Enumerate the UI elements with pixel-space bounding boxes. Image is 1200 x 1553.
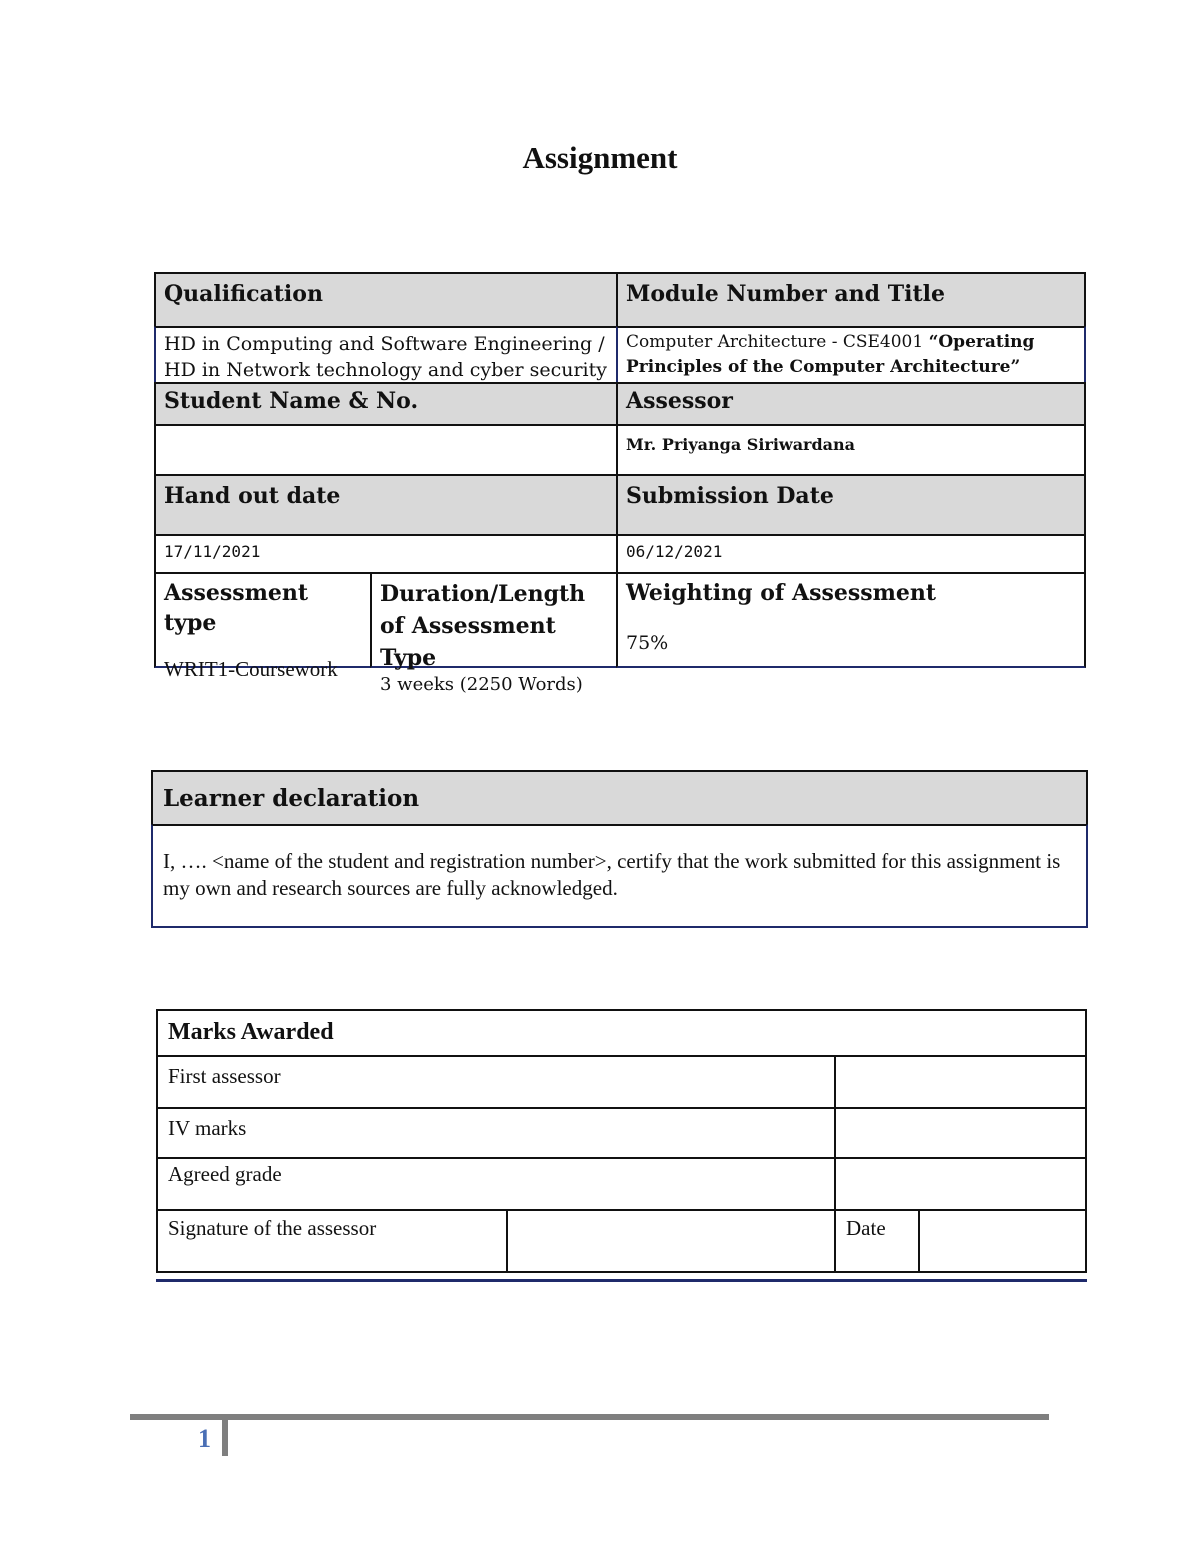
student-value [154, 424, 618, 476]
declaration-header: Learner declaration [151, 770, 1088, 826]
assessor-value: Mr. Priyanga Siriwardana [616, 424, 1086, 476]
qualification-value-line1: HD in Computing and Software Engineering / [164, 333, 605, 355]
submission-label: Submission Date [616, 474, 1086, 536]
agreed-grade-label: Agreed grade [156, 1157, 836, 1211]
marks-header: Marks Awarded [156, 1009, 1087, 1057]
iv-marks-field[interactable] [834, 1107, 1087, 1159]
handout-value: 17/11/2021 [154, 534, 618, 574]
assessor-label: Assessor [616, 382, 1086, 426]
duration-cell [370, 572, 618, 695]
marks-bottom-rule [156, 1279, 1087, 1282]
footer-divider [222, 1418, 228, 1456]
module-code: Computer Architecture - CSE4001 [626, 332, 929, 352]
qualification-value [154, 326, 618, 384]
date-label: Date [834, 1209, 920, 1273]
weighting-cell [616, 572, 1086, 668]
assessment-type-cell [154, 572, 372, 681]
assessment-type-label: Assessment type [164, 580, 309, 636]
weighting-value: 75% [626, 632, 669, 654]
handout-label: Hand out date [154, 474, 618, 536]
module-title: “Operating Principles of the Computer Architecture” [626, 332, 1035, 377]
duration-value: 3 weeks (2250 Words) [380, 674, 583, 695]
declaration-text: I, …. <name of the student and registration number>, certify that the work submitted for this assignment is my own and research sources are fully acknowledged. [151, 824, 1088, 928]
qualification-label: Qualification [154, 272, 618, 328]
signature-field[interactable] [506, 1209, 836, 1273]
page-number: 1 [198, 1424, 211, 1453]
first-assessor-label: First assessor [156, 1055, 836, 1109]
footer-rule [130, 1414, 1049, 1420]
date-field[interactable] [918, 1209, 1087, 1273]
page-title: Assignment [522, 140, 678, 175]
qualification-value-line2: HD in Network technology and cyber security [164, 359, 607, 381]
weighting-label: Weighting of Assessment [626, 580, 937, 606]
module-label: Module Number and Title [616, 272, 1086, 328]
student-label: Student Name & No. [154, 382, 618, 426]
first-assessor-field[interactable] [834, 1055, 1087, 1109]
submission-value: 06/12/2021 [616, 534, 1086, 574]
duration-label: Duration/Length of Assessment Type [380, 581, 586, 671]
agreed-grade-field[interactable] [834, 1157, 1087, 1211]
iv-marks-label: IV marks [156, 1107, 836, 1159]
module-value [616, 326, 1086, 384]
assessment-type-value: WRIT1-Coursework [164, 657, 338, 681]
signature-label: Signature of the assessor [156, 1209, 508, 1273]
